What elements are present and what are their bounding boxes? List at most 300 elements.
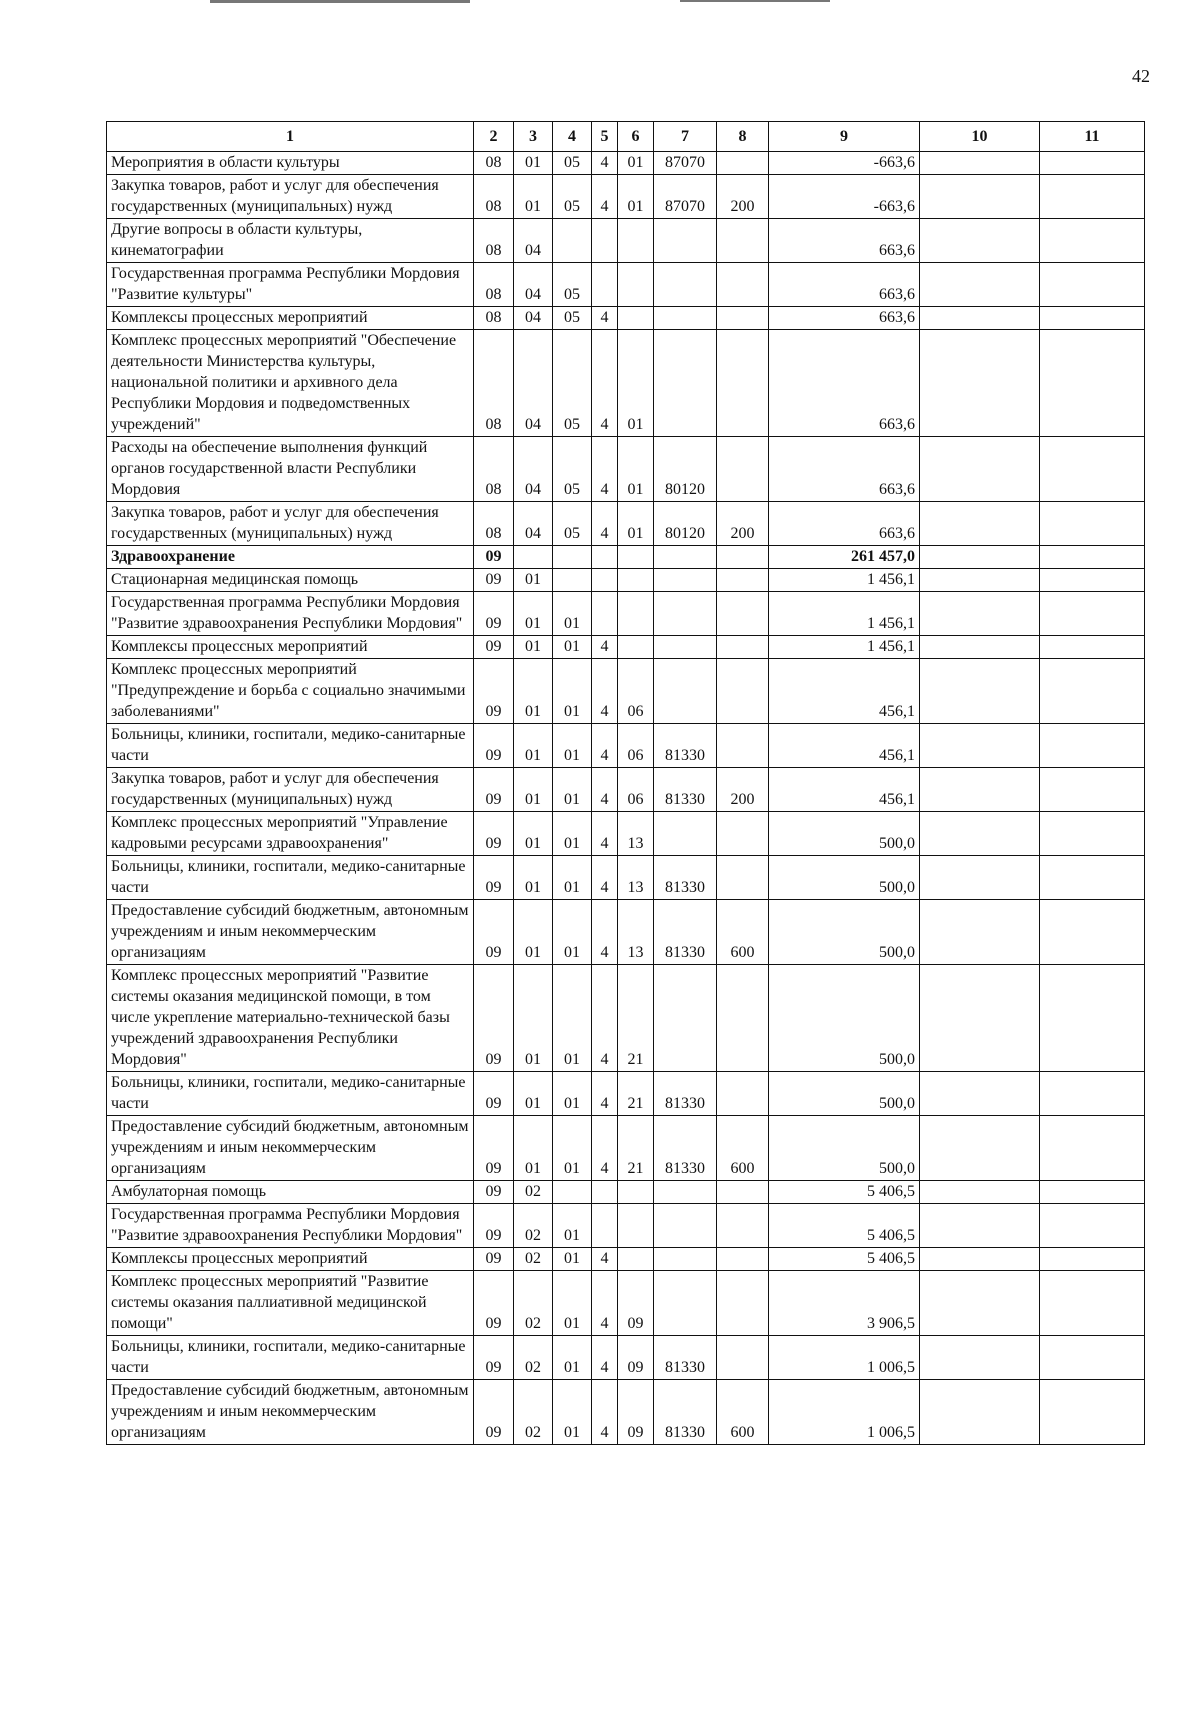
expense-type-code-cell bbox=[717, 263, 769, 307]
amount-cell: 663,6 bbox=[769, 307, 920, 330]
expense-type-code-cell bbox=[717, 307, 769, 330]
subsection-code-cell: 01 bbox=[514, 592, 553, 636]
scan-edge-line bbox=[680, 0, 830, 2]
complex-code-cell: 21 bbox=[618, 1072, 654, 1116]
type-code-cell bbox=[592, 546, 618, 569]
table-row bbox=[107, 437, 1145, 502]
type-code-cell bbox=[592, 592, 618, 636]
complex-code-cell: 13 bbox=[618, 900, 654, 965]
program-code-cell: 01 bbox=[553, 768, 592, 812]
amount-cell: 1 456,1 bbox=[769, 636, 920, 659]
item-name-cell: Здравоохранение bbox=[107, 546, 474, 569]
table-row bbox=[107, 546, 1145, 569]
type-code-cell: 4 bbox=[592, 900, 618, 965]
column-11-cell bbox=[1040, 1336, 1145, 1380]
amount-cell: 5 406,5 bbox=[769, 1204, 920, 1248]
column-11-cell bbox=[1040, 1204, 1145, 1248]
subsection-code-cell: 04 bbox=[514, 330, 553, 437]
table-row bbox=[107, 768, 1145, 812]
column-10-cell bbox=[920, 768, 1040, 812]
complex-code-cell bbox=[618, 1248, 654, 1271]
amount-cell: 261 457,0 bbox=[769, 546, 920, 569]
table-row bbox=[107, 592, 1145, 636]
item-name-cell: Закупка товаров, работ и услуг для обеспечения государственных (муниципальных) нужд bbox=[107, 175, 474, 219]
subsection-code-cell: 01 bbox=[514, 175, 553, 219]
section-code-cell: 09 bbox=[474, 592, 514, 636]
column-11-cell bbox=[1040, 219, 1145, 263]
column-10-cell bbox=[920, 546, 1040, 569]
direction-code-cell bbox=[654, 263, 717, 307]
program-code-cell: 05 bbox=[553, 437, 592, 502]
section-code-cell: 09 bbox=[474, 1271, 514, 1336]
program-code-cell: 01 bbox=[553, 1380, 592, 1445]
program-code-cell bbox=[553, 1181, 592, 1204]
complex-code-cell bbox=[618, 592, 654, 636]
subsection-code-cell: 01 bbox=[514, 768, 553, 812]
item-name-cell: Государственная программа Республики Мордовия "Развитие здравоохранения Республики Мордовия" bbox=[107, 592, 474, 636]
direction-code-cell: 87070 bbox=[654, 175, 717, 219]
subsection-code-cell: 01 bbox=[514, 724, 553, 768]
expense-type-code-cell: 600 bbox=[717, 1116, 769, 1181]
direction-code-cell bbox=[654, 1271, 717, 1336]
type-code-cell: 4 bbox=[592, 437, 618, 502]
column-11-cell bbox=[1040, 502, 1145, 546]
expense-type-code-cell bbox=[717, 1336, 769, 1380]
complex-code-cell: 01 bbox=[618, 152, 654, 175]
direction-code-cell bbox=[654, 219, 717, 263]
column-10-cell bbox=[920, 1116, 1040, 1181]
direction-code-cell bbox=[654, 659, 717, 724]
item-name-cell: Комплекс процессных мероприятий "Управление кадровыми ресурсами здравоохранения" bbox=[107, 812, 474, 856]
section-code-cell: 08 bbox=[474, 175, 514, 219]
section-code-cell: 09 bbox=[474, 768, 514, 812]
expense-type-code-cell bbox=[717, 856, 769, 900]
direction-code-cell: 80120 bbox=[654, 502, 717, 546]
section-code-cell: 09 bbox=[474, 659, 514, 724]
column-header: 7 bbox=[654, 122, 717, 152]
subsection-code-cell bbox=[514, 546, 553, 569]
section-code-cell: 09 bbox=[474, 1116, 514, 1181]
column-10-cell bbox=[920, 592, 1040, 636]
program-code-cell: 01 bbox=[553, 636, 592, 659]
direction-code-cell: 81330 bbox=[654, 1116, 717, 1181]
type-code-cell bbox=[592, 1204, 618, 1248]
section-code-cell: 08 bbox=[474, 330, 514, 437]
section-code-cell: 09 bbox=[474, 1204, 514, 1248]
column-11-cell bbox=[1040, 569, 1145, 592]
complex-code-cell: 13 bbox=[618, 812, 654, 856]
column-11-cell bbox=[1040, 724, 1145, 768]
program-code-cell: 05 bbox=[553, 263, 592, 307]
expense-type-code-cell: 600 bbox=[717, 1380, 769, 1445]
direction-code-cell bbox=[654, 307, 717, 330]
direction-code-cell bbox=[654, 592, 717, 636]
amount-cell: 500,0 bbox=[769, 812, 920, 856]
section-code-cell: 09 bbox=[474, 965, 514, 1072]
section-code-cell: 09 bbox=[474, 856, 514, 900]
type-code-cell: 4 bbox=[592, 330, 618, 437]
table-row bbox=[107, 307, 1145, 330]
type-code-cell: 4 bbox=[592, 152, 618, 175]
amount-cell: -663,6 bbox=[769, 152, 920, 175]
table-row bbox=[107, 219, 1145, 263]
direction-code-cell: 81330 bbox=[654, 768, 717, 812]
column-11-cell bbox=[1040, 1072, 1145, 1116]
subsection-code-cell: 02 bbox=[514, 1248, 553, 1271]
subsection-code-cell: 01 bbox=[514, 659, 553, 724]
amount-cell: 1 006,5 bbox=[769, 1380, 920, 1445]
column-10-cell bbox=[920, 219, 1040, 263]
type-code-cell: 4 bbox=[592, 175, 618, 219]
column-10-cell bbox=[920, 152, 1040, 175]
program-code-cell: 01 bbox=[553, 1336, 592, 1380]
table-row bbox=[107, 175, 1145, 219]
direction-code-cell: 81330 bbox=[654, 1380, 717, 1445]
program-code-cell bbox=[553, 219, 592, 263]
expense-type-code-cell bbox=[717, 437, 769, 502]
item-name-cell: Больницы, клиники, госпитали, медико-санитарные части bbox=[107, 724, 474, 768]
expense-type-code-cell: 200 bbox=[717, 175, 769, 219]
subsection-code-cell: 02 bbox=[514, 1204, 553, 1248]
column-header: 9 bbox=[769, 122, 920, 152]
complex-code-cell: 09 bbox=[618, 1380, 654, 1445]
item-name-cell: Амбулаторная помощь bbox=[107, 1181, 474, 1204]
program-code-cell: 01 bbox=[553, 1204, 592, 1248]
table-row bbox=[107, 1336, 1145, 1380]
complex-code-cell: 21 bbox=[618, 965, 654, 1072]
column-11-cell bbox=[1040, 1248, 1145, 1271]
type-code-cell: 4 bbox=[592, 659, 618, 724]
program-code-cell bbox=[553, 569, 592, 592]
type-code-cell: 4 bbox=[592, 724, 618, 768]
amount-cell: 500,0 bbox=[769, 1072, 920, 1116]
column-10-cell bbox=[920, 812, 1040, 856]
type-code-cell bbox=[592, 263, 618, 307]
section-code-cell: 09 bbox=[474, 812, 514, 856]
item-name-cell: Закупка товаров, работ и услуг для обеспечения государственных (муниципальных) нужд bbox=[107, 502, 474, 546]
program-code-cell: 01 bbox=[553, 900, 592, 965]
scan-edge-line bbox=[210, 0, 470, 3]
expense-type-code-cell: 200 bbox=[717, 502, 769, 546]
section-code-cell: 08 bbox=[474, 437, 514, 502]
table-row bbox=[107, 569, 1145, 592]
program-code-cell: 05 bbox=[553, 502, 592, 546]
amount-cell: 663,6 bbox=[769, 330, 920, 437]
item-name-cell: Закупка товаров, работ и услуг для обеспечения государственных (муниципальных) нужд bbox=[107, 768, 474, 812]
item-name-cell: Комплексы процессных мероприятий bbox=[107, 307, 474, 330]
expense-type-code-cell: 200 bbox=[717, 768, 769, 812]
section-code-cell: 09 bbox=[474, 1248, 514, 1271]
column-10-cell bbox=[920, 659, 1040, 724]
subsection-code-cell: 01 bbox=[514, 1116, 553, 1181]
item-name-cell: Комплексы процессных мероприятий bbox=[107, 1248, 474, 1271]
complex-code-cell bbox=[618, 219, 654, 263]
program-code-cell: 01 bbox=[553, 1248, 592, 1271]
subsection-code-cell: 04 bbox=[514, 502, 553, 546]
type-code-cell bbox=[592, 219, 618, 263]
program-code-cell: 01 bbox=[553, 724, 592, 768]
column-header: 6 bbox=[618, 122, 654, 152]
item-name-cell: Комплекс процессных мероприятий "Предупреждение и борьба с социально значимыми заболеваниями" bbox=[107, 659, 474, 724]
subsection-code-cell: 01 bbox=[514, 1072, 553, 1116]
column-10-cell bbox=[920, 1248, 1040, 1271]
subsection-code-cell: 02 bbox=[514, 1181, 553, 1204]
amount-cell: 500,0 bbox=[769, 856, 920, 900]
amount-cell: 5 406,5 bbox=[769, 1248, 920, 1271]
column-11-cell bbox=[1040, 768, 1145, 812]
type-code-cell: 4 bbox=[592, 812, 618, 856]
type-code-cell: 4 bbox=[592, 1336, 618, 1380]
column-10-cell bbox=[920, 1072, 1040, 1116]
type-code-cell: 4 bbox=[592, 1072, 618, 1116]
item-name-cell: Комплекс процессных мероприятий "Развитие системы оказания медицинской помощи, в том числе укрепление материально-технической базы учреждений здравоохранения Республики Мордовия" bbox=[107, 965, 474, 1072]
section-code-cell: 09 bbox=[474, 1072, 514, 1116]
subsection-code-cell: 01 bbox=[514, 965, 553, 1072]
table-row bbox=[107, 965, 1145, 1072]
table-row bbox=[107, 1380, 1145, 1445]
expense-type-code-cell bbox=[717, 965, 769, 1072]
table-row bbox=[107, 1271, 1145, 1336]
direction-code-cell: 87070 bbox=[654, 152, 717, 175]
subsection-code-cell: 01 bbox=[514, 636, 553, 659]
item-name-cell: Предоставление субсидий бюджетным, автономным учреждениям и иным некоммерческим организациям bbox=[107, 900, 474, 965]
type-code-cell: 4 bbox=[592, 1248, 618, 1271]
column-header: 4 bbox=[553, 122, 592, 152]
subsection-code-cell: 04 bbox=[514, 307, 553, 330]
table-header-row bbox=[107, 122, 1145, 152]
complex-code-cell bbox=[618, 1181, 654, 1204]
item-name-cell: Государственная программа Республики Мордовия "Развитие культуры" bbox=[107, 263, 474, 307]
column-11-cell bbox=[1040, 175, 1145, 219]
amount-cell: 5 406,5 bbox=[769, 1181, 920, 1204]
column-11-cell bbox=[1040, 636, 1145, 659]
complex-code-cell bbox=[618, 307, 654, 330]
amount-cell: 456,1 bbox=[769, 724, 920, 768]
expense-type-code-cell bbox=[717, 330, 769, 437]
item-name-cell: Мероприятия в области культуры bbox=[107, 152, 474, 175]
type-code-cell: 4 bbox=[592, 636, 618, 659]
subsection-code-cell: 01 bbox=[514, 152, 553, 175]
type-code-cell: 4 bbox=[592, 965, 618, 1072]
direction-code-cell bbox=[654, 546, 717, 569]
column-header: 3 bbox=[514, 122, 553, 152]
column-10-cell bbox=[920, 636, 1040, 659]
type-code-cell: 4 bbox=[592, 1116, 618, 1181]
item-name-cell: Комплекс процессных мероприятий "Развитие системы оказания паллиативной медицинской помощи" bbox=[107, 1271, 474, 1336]
program-code-cell: 01 bbox=[553, 1072, 592, 1116]
table-row bbox=[107, 502, 1145, 546]
amount-cell: -663,6 bbox=[769, 175, 920, 219]
column-10-cell bbox=[920, 724, 1040, 768]
direction-code-cell: 80120 bbox=[654, 437, 717, 502]
column-header: 11 bbox=[1040, 122, 1145, 152]
column-10-cell bbox=[920, 965, 1040, 1072]
item-name-cell: Комплексы процессных мероприятий bbox=[107, 636, 474, 659]
complex-code-cell: 21 bbox=[618, 1116, 654, 1181]
item-name-cell: Расходы на обеспечение выполнения функций органов государственной власти Республики Мордовия bbox=[107, 437, 474, 502]
column-10-cell bbox=[920, 1204, 1040, 1248]
subsection-code-cell: 01 bbox=[514, 812, 553, 856]
complex-code-cell: 06 bbox=[618, 659, 654, 724]
complex-code-cell: 06 bbox=[618, 768, 654, 812]
expense-type-code-cell bbox=[717, 636, 769, 659]
expense-type-code-cell bbox=[717, 219, 769, 263]
complex-code-cell: 09 bbox=[618, 1271, 654, 1336]
direction-code-cell: 81330 bbox=[654, 856, 717, 900]
column-11-cell bbox=[1040, 659, 1145, 724]
table-row bbox=[107, 152, 1145, 175]
program-code-cell bbox=[553, 546, 592, 569]
amount-cell: 1 006,5 bbox=[769, 1336, 920, 1380]
amount-cell: 500,0 bbox=[769, 1116, 920, 1181]
table-row bbox=[107, 1116, 1145, 1181]
amount-cell: 663,6 bbox=[769, 263, 920, 307]
type-code-cell: 4 bbox=[592, 1271, 618, 1336]
direction-code-cell bbox=[654, 569, 717, 592]
column-header: 2 bbox=[474, 122, 514, 152]
type-code-cell: 4 bbox=[592, 502, 618, 546]
complex-code-cell: 09 bbox=[618, 1336, 654, 1380]
section-code-cell: 08 bbox=[474, 263, 514, 307]
type-code-cell bbox=[592, 1181, 618, 1204]
amount-cell: 456,1 bbox=[769, 659, 920, 724]
expense-type-code-cell bbox=[717, 546, 769, 569]
program-code-cell: 01 bbox=[553, 592, 592, 636]
amount-cell: 500,0 bbox=[769, 900, 920, 965]
table-row bbox=[107, 856, 1145, 900]
amount-cell: 1 456,1 bbox=[769, 592, 920, 636]
section-code-cell: 09 bbox=[474, 546, 514, 569]
subsection-code-cell: 04 bbox=[514, 437, 553, 502]
program-code-cell: 05 bbox=[553, 152, 592, 175]
expense-type-code-cell bbox=[717, 569, 769, 592]
complex-code-cell: 01 bbox=[618, 502, 654, 546]
amount-cell: 663,6 bbox=[769, 437, 920, 502]
section-code-cell: 09 bbox=[474, 569, 514, 592]
column-10-cell bbox=[920, 307, 1040, 330]
complex-code-cell: 13 bbox=[618, 856, 654, 900]
direction-code-cell bbox=[654, 1248, 717, 1271]
complex-code-cell bbox=[618, 636, 654, 659]
program-code-cell: 01 bbox=[553, 856, 592, 900]
section-code-cell: 09 bbox=[474, 1181, 514, 1204]
subsection-code-cell: 04 bbox=[514, 263, 553, 307]
item-name-cell: Другие вопросы в области культуры, кинематографии bbox=[107, 219, 474, 263]
complex-code-cell bbox=[618, 1204, 654, 1248]
expense-type-code-cell bbox=[717, 724, 769, 768]
subsection-code-cell: 04 bbox=[514, 219, 553, 263]
section-code-cell: 09 bbox=[474, 1336, 514, 1380]
column-header: 1 bbox=[107, 122, 474, 152]
column-11-cell bbox=[1040, 263, 1145, 307]
direction-code-cell: 81330 bbox=[654, 1072, 717, 1116]
item-name-cell: Государственная программа Республики Мордовия "Развитие здравоохранения Республики Мордовия" bbox=[107, 1204, 474, 1248]
item-name-cell: Больницы, клиники, госпитали, медико-санитарные части bbox=[107, 1336, 474, 1380]
column-10-cell bbox=[920, 263, 1040, 307]
column-11-cell bbox=[1040, 1271, 1145, 1336]
amount-cell: 3 906,5 bbox=[769, 1271, 920, 1336]
budget-table bbox=[106, 121, 1145, 1445]
program-code-cell: 01 bbox=[553, 659, 592, 724]
table-row bbox=[107, 330, 1145, 437]
column-10-cell bbox=[920, 1336, 1040, 1380]
column-header: 10 bbox=[920, 122, 1040, 152]
table-row bbox=[107, 812, 1145, 856]
type-code-cell: 4 bbox=[592, 307, 618, 330]
complex-code-cell: 06 bbox=[618, 724, 654, 768]
column-11-cell bbox=[1040, 1181, 1145, 1204]
column-header: 5 bbox=[592, 122, 618, 152]
column-10-cell bbox=[920, 569, 1040, 592]
expense-type-code-cell bbox=[717, 812, 769, 856]
column-11-cell bbox=[1040, 152, 1145, 175]
item-name-cell: Предоставление субсидий бюджетным, автономным учреждениям и иным некоммерческим организациям bbox=[107, 1380, 474, 1445]
expense-type-code-cell bbox=[717, 152, 769, 175]
table-row bbox=[107, 724, 1145, 768]
program-code-cell: 01 bbox=[553, 1116, 592, 1181]
column-10-cell bbox=[920, 1380, 1040, 1445]
item-name-cell: Предоставление субсидий бюджетным, автономным учреждениям и иным некоммерческим организациям bbox=[107, 1116, 474, 1181]
column-11-cell bbox=[1040, 546, 1145, 569]
table-row bbox=[107, 1181, 1145, 1204]
program-code-cell: 05 bbox=[553, 175, 592, 219]
column-11-cell bbox=[1040, 965, 1145, 1072]
section-code-cell: 09 bbox=[474, 724, 514, 768]
page-number: 42 bbox=[1132, 66, 1150, 86]
amount-cell: 663,6 bbox=[769, 502, 920, 546]
subsection-code-cell: 01 bbox=[514, 569, 553, 592]
section-code-cell: 08 bbox=[474, 502, 514, 546]
direction-code-cell: 81330 bbox=[654, 724, 717, 768]
section-code-cell: 09 bbox=[474, 1380, 514, 1445]
column-11-cell bbox=[1040, 330, 1145, 437]
column-10-cell bbox=[920, 175, 1040, 219]
direction-code-cell bbox=[654, 812, 717, 856]
complex-code-cell bbox=[618, 546, 654, 569]
item-name-cell: Комплекс процессных мероприятий "Обеспечение деятельности Министерства культуры, национальной политики и архивного дела Республики Мордовия и подведомственных учреждений" bbox=[107, 330, 474, 437]
subsection-code-cell: 02 bbox=[514, 1380, 553, 1445]
expense-type-code-cell bbox=[717, 1248, 769, 1271]
section-code-cell: 08 bbox=[474, 152, 514, 175]
column-header: 8 bbox=[717, 122, 769, 152]
column-10-cell bbox=[920, 1181, 1040, 1204]
type-code-cell bbox=[592, 569, 618, 592]
type-code-cell: 4 bbox=[592, 856, 618, 900]
column-10-cell bbox=[920, 330, 1040, 437]
program-code-cell: 05 bbox=[553, 330, 592, 437]
expense-type-code-cell bbox=[717, 1181, 769, 1204]
expense-type-code-cell: 600 bbox=[717, 900, 769, 965]
column-11-cell bbox=[1040, 812, 1145, 856]
program-code-cell: 01 bbox=[553, 812, 592, 856]
expense-type-code-cell bbox=[717, 1271, 769, 1336]
table-row bbox=[107, 659, 1145, 724]
table-row bbox=[107, 1248, 1145, 1271]
column-11-cell bbox=[1040, 1116, 1145, 1181]
column-10-cell bbox=[920, 1271, 1040, 1336]
amount-cell: 456,1 bbox=[769, 768, 920, 812]
column-10-cell bbox=[920, 502, 1040, 546]
table-row bbox=[107, 1204, 1145, 1248]
item-name-cell: Больницы, клиники, госпитали, медико-санитарные части bbox=[107, 856, 474, 900]
section-code-cell: 08 bbox=[474, 307, 514, 330]
section-code-cell: 08 bbox=[474, 219, 514, 263]
complex-code-cell: 01 bbox=[618, 330, 654, 437]
type-code-cell: 4 bbox=[592, 1380, 618, 1445]
column-11-cell bbox=[1040, 1380, 1145, 1445]
column-11-cell bbox=[1040, 307, 1145, 330]
column-10-cell bbox=[920, 437, 1040, 502]
